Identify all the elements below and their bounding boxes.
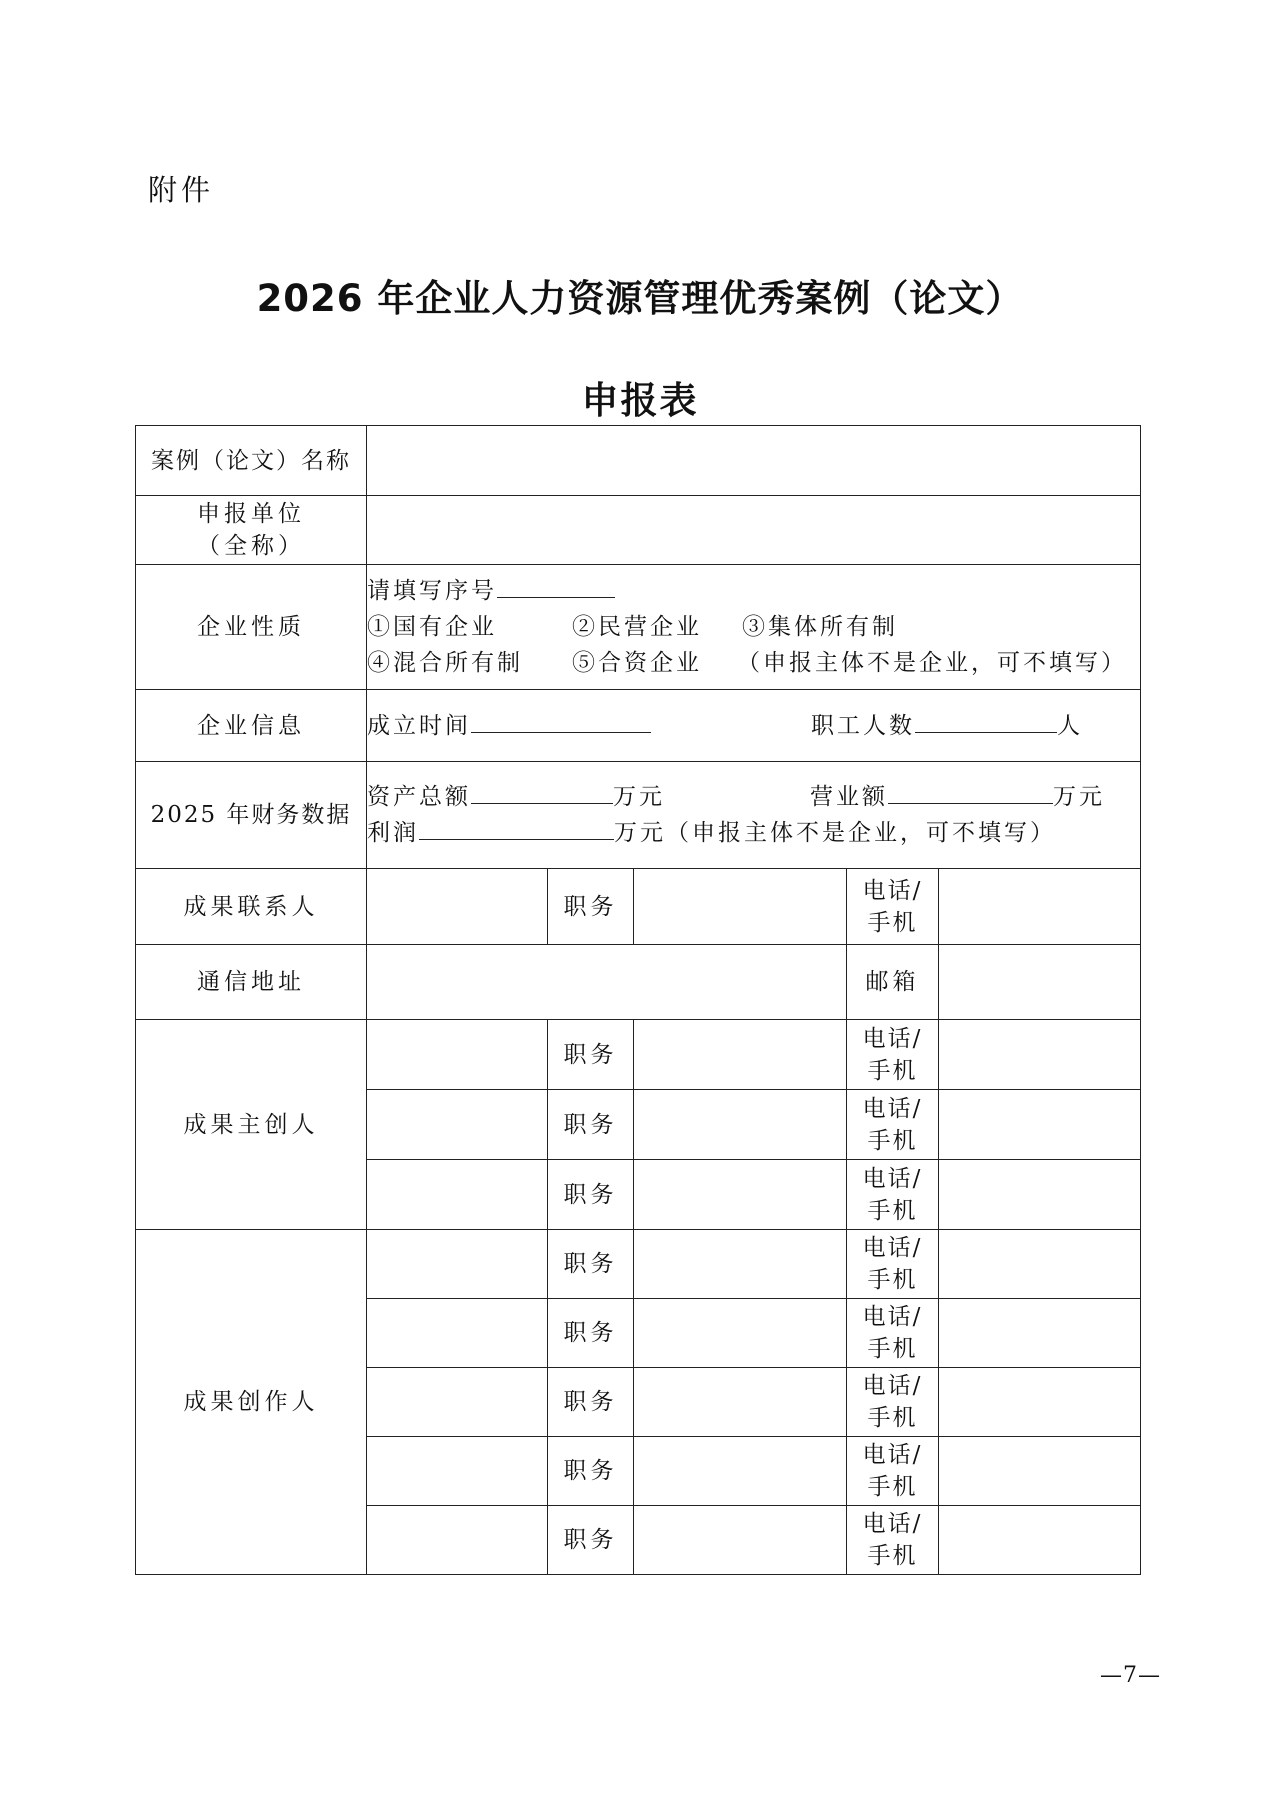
- lead-creator-phone-input[interactable]: [939, 1090, 1141, 1160]
- revenue-blank[interactable]: [888, 781, 1053, 804]
- address-label: 通信地址: [136, 945, 367, 1020]
- nature-label: 企业性质: [136, 565, 367, 690]
- page-title: 2026 年企业人力资源管理优秀案例（论文）: [256, 277, 1024, 320]
- nature-content: [367, 565, 1141, 690]
- phone-label-line1: 电话/: [862, 1304, 923, 1330]
- revenue-label: 营业额: [810, 784, 888, 810]
- co-creator-position-label: 职务: [548, 1368, 634, 1437]
- contact-phone-label: [847, 869, 939, 945]
- phone-label-line2: 手机: [867, 1197, 918, 1224]
- lead-creator-name-input[interactable]: [367, 1160, 548, 1230]
- applicant-label-line1: 申报单位: [197, 501, 305, 527]
- lead-creator-position-label: 职务: [548, 1090, 634, 1160]
- case-name-row: [136, 426, 1141, 496]
- lead-creator-phone-label: [847, 1020, 939, 1090]
- co-creator-phone-input[interactable]: [939, 1437, 1141, 1506]
- nature-option-3: ③集体所有制: [742, 614, 898, 640]
- contact-position-input[interactable]: [634, 869, 847, 945]
- contact-name-input[interactable]: [367, 869, 548, 945]
- employees-label: 职工人数: [811, 712, 915, 739]
- lead-creator-position-label: 职务: [548, 1020, 634, 1090]
- lead-creator-position-input[interactable]: [634, 1020, 847, 1090]
- lead-creator-position-input[interactable]: [634, 1160, 847, 1230]
- finance-content: [367, 762, 1141, 869]
- profit-unit-note: 万元（申报主体不是企业，可不填写）: [614, 820, 1056, 846]
- co-creator-position-input[interactable]: [634, 1506, 847, 1575]
- contact-position-label: 职务: [548, 869, 634, 945]
- nature-row: [136, 565, 1141, 690]
- attachment-label: 附件: [148, 173, 215, 207]
- enterprise-info-row: [136, 690, 1141, 762]
- lead-creator-row: [136, 1020, 1141, 1090]
- phone-label-line1: 电话/: [862, 1165, 923, 1192]
- profit-label: 利润: [367, 820, 419, 846]
- lead-creator-phone-input[interactable]: [939, 1020, 1141, 1090]
- phone-label-line2: 手机: [867, 1405, 918, 1431]
- phone-label-line1: 电话/: [862, 1095, 923, 1122]
- phone-label-line1: 电话/: [862, 1511, 923, 1537]
- founded-blank[interactable]: [471, 710, 651, 733]
- enterprise-info-content: [367, 690, 1141, 762]
- phone-label-line2: 手机: [867, 1127, 918, 1154]
- co-creator-position-label: 职务: [548, 1437, 634, 1506]
- page-number: —7—: [1100, 1663, 1161, 1688]
- contact-row: [136, 869, 1141, 945]
- employees-unit: 人: [1057, 712, 1083, 739]
- case-name-label: 案例（论文）名称: [136, 426, 367, 496]
- phone-label-line1: 电话/: [862, 1373, 923, 1399]
- phone-label-line1: 电话/: [862, 1025, 923, 1052]
- co-creator-phone-input[interactable]: [939, 1299, 1141, 1368]
- lead-creator-phone-label: [847, 1090, 939, 1160]
- lead-creator-phone-input[interactable]: [939, 1160, 1141, 1230]
- co-creator-position-input[interactable]: [634, 1368, 847, 1437]
- co-creator-phone-label: [847, 1506, 939, 1575]
- employees-blank[interactable]: [915, 710, 1057, 733]
- co-creator-phone-label: [847, 1437, 939, 1506]
- phone-label-line1: 电话/: [862, 877, 923, 904]
- phone-label-line2: 手机: [867, 1336, 918, 1362]
- assets-blank[interactable]: [471, 781, 613, 804]
- co-creator-position-input[interactable]: [634, 1230, 847, 1299]
- co-creator-name-input[interactable]: [367, 1368, 548, 1437]
- applicant-label-line2: （全称）: [197, 533, 305, 559]
- founded-label: 成立时间: [367, 712, 471, 739]
- co-creator-label: 成果创作人: [136, 1230, 367, 1575]
- enterprise-info-label: 企业信息: [136, 690, 367, 762]
- revenue-unit: 万元: [1053, 784, 1105, 810]
- co-creator-position-label: 职务: [548, 1230, 634, 1299]
- co-creator-position-label: 职务: [548, 1506, 634, 1575]
- lead-creator-label: 成果主创人: [136, 1020, 367, 1230]
- lead-creator-phone-label: [847, 1160, 939, 1230]
- co-creator-name-input[interactable]: [367, 1437, 548, 1506]
- contact-label: 成果联系人: [136, 869, 367, 945]
- phone-label-line2: 手机: [867, 1267, 918, 1293]
- finance-row: [136, 762, 1141, 869]
- phone-label-line2: 手机: [867, 1057, 918, 1084]
- application-form-table: [135, 425, 1141, 1575]
- applicant-input[interactable]: [367, 496, 1141, 565]
- co-creator-position-input[interactable]: [634, 1437, 847, 1506]
- lead-creator-name-input[interactable]: [367, 1020, 548, 1090]
- phone-label-line2: 手机: [867, 1474, 918, 1500]
- nature-note: （申报主体不是企业，可不填写）: [737, 650, 1127, 676]
- co-creator-name-input[interactable]: [367, 1506, 548, 1575]
- case-name-input[interactable]: [367, 426, 1141, 496]
- contact-phone-input[interactable]: [939, 869, 1141, 945]
- applicant-label: [136, 496, 367, 565]
- co-creator-phone-label: [847, 1299, 939, 1368]
- co-creator-name-input[interactable]: [367, 1299, 548, 1368]
- assets-label: 资产总额: [367, 784, 471, 810]
- address-input[interactable]: [367, 945, 847, 1020]
- profit-blank[interactable]: [419, 817, 614, 840]
- nature-option-1: ①国有企业: [367, 614, 497, 640]
- co-creator-phone-label: [847, 1368, 939, 1437]
- email-input[interactable]: [939, 945, 1141, 1020]
- lead-creator-position-input[interactable]: [634, 1090, 847, 1160]
- phone-label-line1: 电话/: [862, 1235, 923, 1261]
- nature-option-2: ②民营企业: [572, 614, 702, 640]
- co-creator-name-input[interactable]: [367, 1230, 548, 1299]
- lead-creator-name-input[interactable]: [367, 1090, 548, 1160]
- page-subtitle: 申报表: [581, 379, 699, 422]
- assets-unit: 万元: [613, 784, 665, 810]
- phone-label-line1: 电话/: [862, 1442, 923, 1468]
- nature-option-5: ⑤合资企业: [572, 650, 702, 676]
- co-creator-row: [136, 1230, 1141, 1299]
- co-creator-phone-input[interactable]: [939, 1506, 1141, 1575]
- co-creator-position-label: 职务: [548, 1299, 634, 1368]
- finance-label: 2025 年财务数据: [136, 762, 367, 869]
- co-creator-phone-input[interactable]: [939, 1230, 1141, 1299]
- co-creator-phone-label: [847, 1230, 939, 1299]
- address-row: [136, 945, 1141, 1020]
- nature-number-blank[interactable]: [497, 575, 615, 598]
- phone-label-line2: 手机: [867, 909, 918, 936]
- applicant-row: [136, 496, 1141, 565]
- co-creator-position-input[interactable]: [634, 1299, 847, 1368]
- co-creator-phone-input[interactable]: [939, 1368, 1141, 1437]
- email-label: 邮箱: [847, 945, 939, 1020]
- phone-label-line2: 手机: [867, 1543, 918, 1569]
- nature-option-4: ④混合所有制: [367, 650, 523, 676]
- nature-instruction: 请填写序号: [367, 578, 497, 604]
- lead-creator-position-label: 职务: [548, 1160, 634, 1230]
